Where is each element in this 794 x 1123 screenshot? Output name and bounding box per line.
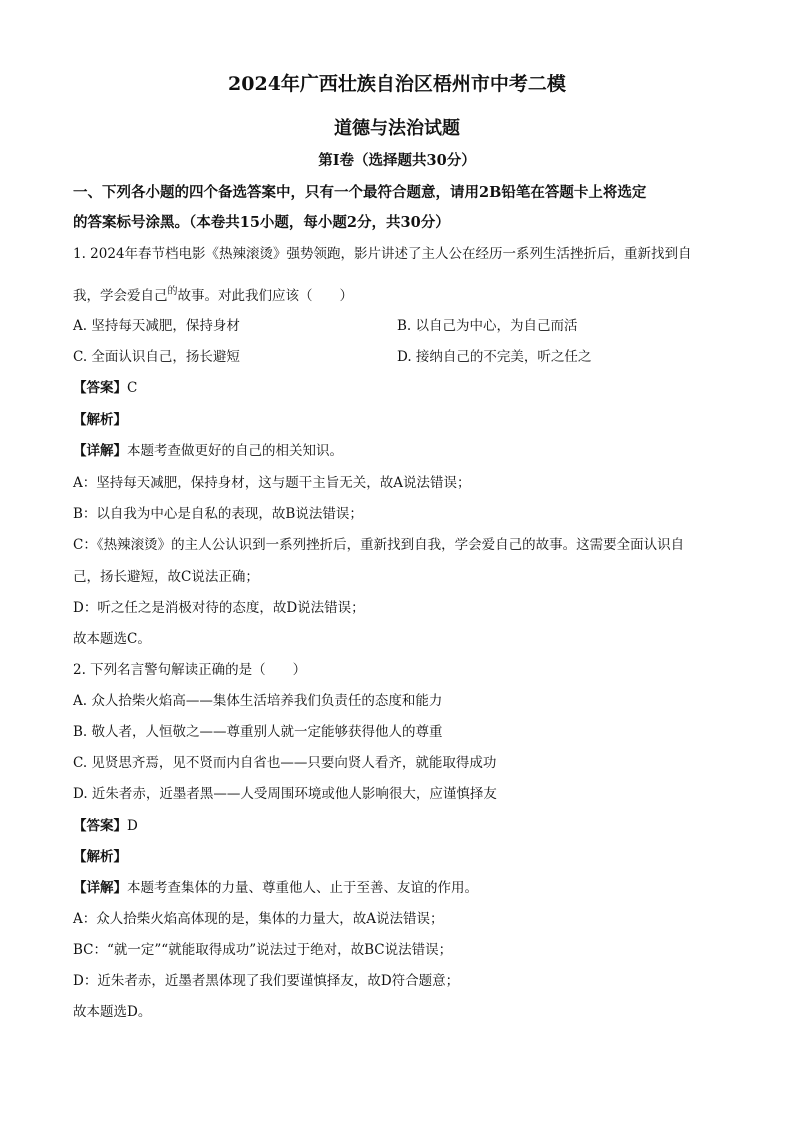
q2-explain-d: D：近朱者赤，近墨者黑体现了我们要谨慎择友，故D符合题意； — [73, 973, 460, 989]
q1-conclusion: 故本题选C。 — [73, 631, 151, 647]
exam-title: 2024年广西壮族自治区梧州市中考二模 — [228, 73, 566, 95]
q2-answer: 【答案】D — [73, 818, 138, 834]
q2-option-d: D. 近朱者赤，近墨者黑——人受周围环境或他人影响很大，应谨慎择友 — [73, 786, 497, 802]
q1-option-c: C. 全面认识自己，扬长避短 — [73, 349, 240, 365]
q1-stem-line1: 1. 2024年春节档电影《热辣滚烫》强势领跑，影片讲述了主人公在经历一系列生活挫折后，重新找到自 — [73, 246, 692, 262]
q1-explain-a: A：坚持每天减肥，保持身材，这与题干主旨无关，故A说法错误； — [73, 475, 471, 491]
q2-option-a: A. 众人拾柴火焰高——集体生活培养我们负责任的态度和能力 — [73, 693, 443, 709]
q2-detail: 【详解】本题考查集体的力量、尊重他人、止于至善、友谊的作用。 — [73, 880, 478, 896]
section-instructions-line2: 的答案标号涂黑。（本卷共15小题，每小题2分，共30分） — [73, 214, 450, 231]
q1-explain-b: B：以自我为中心是自私的表现，故B说法错误； — [73, 506, 363, 522]
q2-option-b: B. 敬人者，人恒敬之——尊重别人就一定能够获得他人的尊重 — [73, 724, 443, 740]
section-instructions-line1: 一、下列各小题的四个备选答案中，只有一个最符合题意，请用2B铅笔在答题卡上将选定 — [73, 184, 647, 201]
q2-stem: 2. 下列名言警句解读正确的是（ ） — [73, 662, 307, 678]
q1-explain-c-line1: C：《热辣滚烫》的主人公认识到一系列挫折后，重新找到自我，学会爱自己的故事。这需要全面认识自 — [73, 537, 685, 553]
exam-subtitle: 道德与法治试题 — [334, 118, 460, 139]
q1-stem-line2: 我，学会爱自己$^的$故事。对此我们应该（ ） — [73, 286, 353, 304]
q2-analysis-label: 【解析】 — [73, 849, 127, 865]
q1-detail: 【详解】本题考查做更好的自己的相关知识。 — [73, 443, 343, 459]
q2-conclusion: 故本题选D。 — [73, 1004, 152, 1020]
q1-answer: 【答案】C — [73, 380, 138, 396]
volume-heading: 第Ⅰ卷（选择题共30分） — [318, 152, 476, 169]
q1-explain-d: D：听之任之是消极对待的态度，故D说法错误； — [73, 600, 365, 616]
q2-explain-a: A：众人拾柴火焰高体现的是，集体的力量大，故A说法错误； — [73, 911, 444, 927]
q2-explain-bc: BC：“就一定”“就能取得成功”说法过于绝对，故BC说法错误； — [73, 942, 453, 958]
q1-option-d: D. 接纳自己的不完美，听之任之 — [397, 349, 592, 365]
q1-analysis-label: 【解析】 — [73, 412, 127, 428]
q1-option-a: A. 坚持每天减肥，保持身材 — [73, 318, 240, 334]
q1-explain-c-line2: 己，扬长避短，故C说法正确； — [73, 569, 259, 585]
q1-option-b: B. 以自己为中心，为自己而活 — [397, 318, 578, 334]
q2-option-c: C. 见贤思齐焉，见不贤而内自省也——只要向贤人看齐，就能取得成功 — [73, 755, 497, 771]
